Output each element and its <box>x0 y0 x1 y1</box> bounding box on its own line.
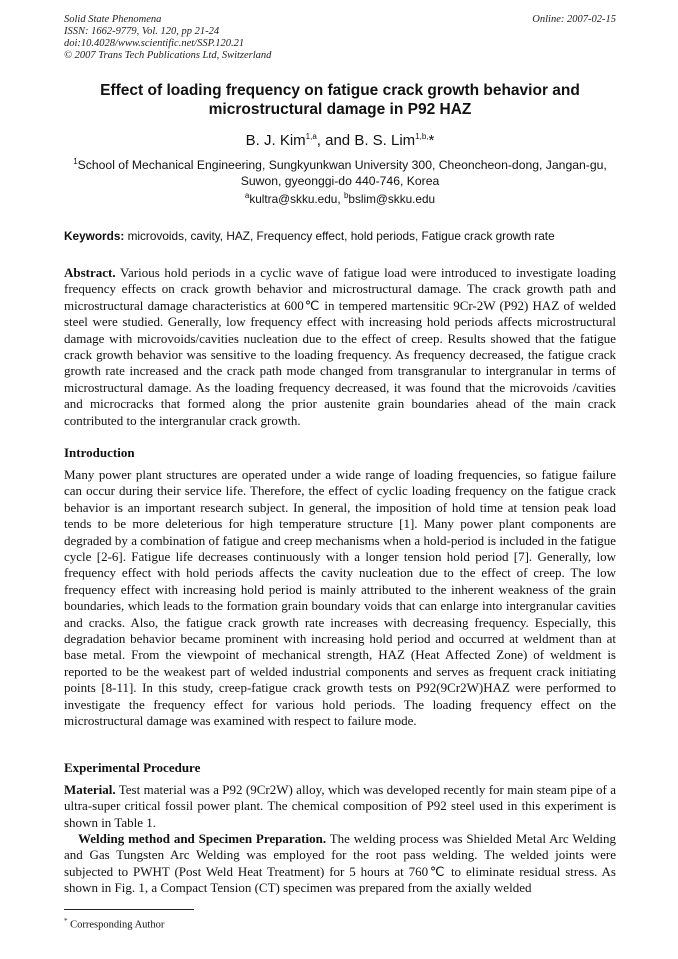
welding-paragraph <box>64 831 616 897</box>
email-kim[interactable]: kultra@skku.edu, <box>249 192 344 206</box>
corresponding-star: * <box>428 132 435 149</box>
author-kim-affil: 1,a <box>305 132 317 141</box>
footnote-mark: * <box>64 917 68 925</box>
footnote <box>64 915 164 932</box>
paper-title: Effect of loading frequency on fatigue crack growth behavior and microstructural damage in P92 HAZ <box>100 82 580 118</box>
copyright-line: © 2007 Trans Tech Publications Ltd, Switzerland <box>64 50 272 61</box>
footnote-rule <box>64 909 194 910</box>
author-kim: B. J. Kim <box>245 132 306 149</box>
keywords-text: microvoids, cavity, HAZ, Frequency effect, hold periods, Fatigue crack growth rate <box>124 229 555 243</box>
material-label: Material. <box>64 782 116 797</box>
footnote-text: Corresponding Author <box>67 919 165 931</box>
abstract <box>64 265 616 429</box>
introduction-heading: Introduction <box>64 445 135 460</box>
email-lim[interactable]: bslim@skku.edu <box>348 192 436 206</box>
doi-line[interactable]: doi:10.4028/www.scientific.net/SSP.120.21 <box>64 38 245 49</box>
abstract-text: Various hold periods in a cyclic wave of fatigue load were introduced to investigate loading frequency effects on crack growth behavior and microstructural damage. The crack growth path and microstructural damage characteristics at 600℃ in tempered martensitic 9Cr-2W (P92) HAZ of welded steel were studied. Generally, low frequency effect with increasing hold periods affects microstructural damage with microvoids/cavities nucleation due to the effect of creep. Results showed that the fatigue crack growth behavior was sensitive to the loading frequency. As frequency decreased, the fatigue crack growth rate increased and the crack path mode changed from transgranular to intergranular in terms of microstructural damage. As the loading frequency decreased, it was found that the microvoids /cavities and microcracks that formed along the prior austenite grain boundaries ahead of the main crack contributed to the intergranular crack growth. <box>64 265 616 428</box>
author-emails <box>64 192 616 207</box>
author-lim: B. S. Lim <box>354 132 416 149</box>
journal-header <box>64 14 616 62</box>
material-paragraph <box>64 782 616 831</box>
abstract-label: Abstract. <box>64 265 116 280</box>
material-text: Test material was a P92 (9Cr2W) alloy, which was developed recently for main steam pipe of a ultra-super critical fossil power plant. The chemical composition of P92 steel used in this experiment is shown in Table 1. <box>64 782 616 830</box>
author-separator: , and <box>316 132 355 149</box>
author-list <box>64 132 616 150</box>
journal-name: Solid State Phenomena <box>64 14 162 25</box>
keywords-label: Keywords: <box>64 229 125 243</box>
welding-text: The welding process was Shielded Metal Arc Welding and Gas Tungsten Arc Welding was employed for the root pass welding. The welded joints were subjected to PWHT (Post Weld Heat Treatment) for 5 hours at 760℃ to eliminate residual stress. As shown in Fig. 1, a Compact Tension (CT) specimen was prepared from the axially welded <box>64 831 616 896</box>
experimental-heading: Experimental Procedure <box>64 760 201 775</box>
introduction-text: Many power plant structures are operated under a wide range of loading frequencies, so fatigue failure can occur during their service life. Therefore, the effect of cyclic loading frequency on the fatigue crack behavior is an important research subject. In general, the imposition of hold time at tension peak load tends to be more deleterious for high temperature structure [1]. Many power plant components are degraded by a combination of fatigue and creep mechanisms when a hold-period is included in the fatigue cycle [2-6]. Fatigue life decreases continuously with a longer tension hold period [7]. Generally, low frequency effect with hold periods affects the cavity nucleation due to the effect of creep. The low frequency effect with increasing hold period is mainly attributed to the inherent weakness of the grain boundaries, which leads to the formation grain boundary voids that can enlarge into intergranular cavities and cracks. Also, the fatigue crack growth rate increases with decreasing frequency. Especially, this degradation behavior became prominent with increasing hold period and occurred at weldment than at base metal. From the viewpoint of mechanical strength, HAZ (Heat Affected Zone) of weldment is reported to be the weakest part of welded industrial components and serves as frequent crack initiating points [8-11]. In this study, creep-fatigue crack growth tests on P92(9Cr2W)HAZ were performed to investigate the frequency effect for various hold periods. The loading frequency effect on the microstructural damage was examined with respect to failure mode. <box>64 467 616 729</box>
affiliation <box>64 157 616 189</box>
affiliation-text: School of Mechanical Engineering, Sungkyunkwan University 300, Cheoncheon-dong, Jangan-gu, Suwon, gyeonggi-do 440-746, Korea <box>77 158 607 188</box>
online-date: Online: 2007-02-15 <box>532 14 616 25</box>
welding-label: Welding method and Specimen Preparation. <box>78 831 327 846</box>
author-lim-affil: 1,b, <box>415 132 429 141</box>
affiliation-number: 1 <box>73 156 78 166</box>
email-a-mark: a <box>244 191 250 201</box>
keywords <box>64 229 616 244</box>
issn-line: ISSN: 1662-9779, Vol. 120, pp 21-24 <box>64 26 220 37</box>
email-b-mark: b <box>343 191 349 201</box>
